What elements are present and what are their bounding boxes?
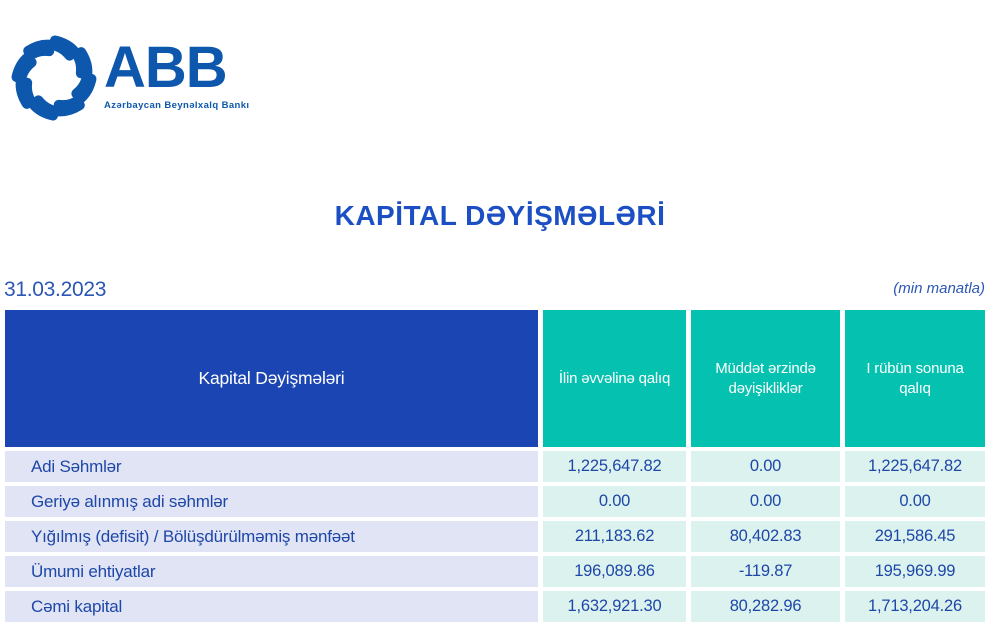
unit-note: (min manatla) <box>893 280 985 297</box>
table-row-label: Adi Səhmlər <box>5 451 538 482</box>
table-cell: 1,632,921.30 <box>543 591 686 622</box>
table-header-period-changes <box>691 310 840 447</box>
table-cell: 1,713,204.26 <box>845 591 985 622</box>
table-header-quarter-end-balance <box>845 310 985 447</box>
report-date: 31.03.2023 <box>4 278 107 301</box>
table-cell: -119.87 <box>691 556 840 587</box>
bank-wordmark <box>104 35 250 111</box>
header-text: Müddət ərzində dəyişikliklər <box>715 360 816 397</box>
bank-full-name: Azərbaycan Beynəlxalq Bankı <box>104 100 250 111</box>
table-cell: 1,225,647.82 <box>845 451 985 482</box>
table-header-opening-balance <box>543 310 686 447</box>
capital-changes-table <box>5 310 985 622</box>
table-cell: 0.00 <box>691 451 840 482</box>
bank-logo <box>6 30 249 126</box>
table-cell: 80,402.83 <box>691 521 840 552</box>
table-cell: 0.00 <box>543 486 686 517</box>
table-cell: 1,225,647.82 <box>543 451 686 482</box>
header-text: Kapital Dəyişmələri <box>198 368 345 388</box>
abb-swirl-icon <box>6 30 102 126</box>
bank-name: ABB <box>104 35 227 100</box>
table-cell: 0.00 <box>845 486 985 517</box>
header-text: İlin əvvəlinə qalıq <box>558 369 671 387</box>
table-row-label: Cəmi kapital <box>5 591 538 622</box>
table-row-label: Geriyə alınmış adi səhmlər <box>5 486 538 517</box>
page-title: KAPİTAL DƏYİŞMƏLƏRİ <box>334 200 666 231</box>
table-row-label: Ümumi ehtiyatlar <box>5 556 538 587</box>
table-cell: 291,586.45 <box>845 521 985 552</box>
table-header-label-column <box>5 310 538 447</box>
table-cell: 195,969.99 <box>845 556 985 587</box>
table-row-label: Yığılmış (defisit) / Bölüşdürülməmiş mənfəət <box>5 521 538 552</box>
table-cell: 211,183.62 <box>543 521 686 552</box>
table-cell: 0.00 <box>691 486 840 517</box>
table-cell: 80,282.96 <box>691 591 840 622</box>
table-cell: 196,089.86 <box>543 556 686 587</box>
header-text: I rübün sonuna qalıq <box>866 360 964 397</box>
